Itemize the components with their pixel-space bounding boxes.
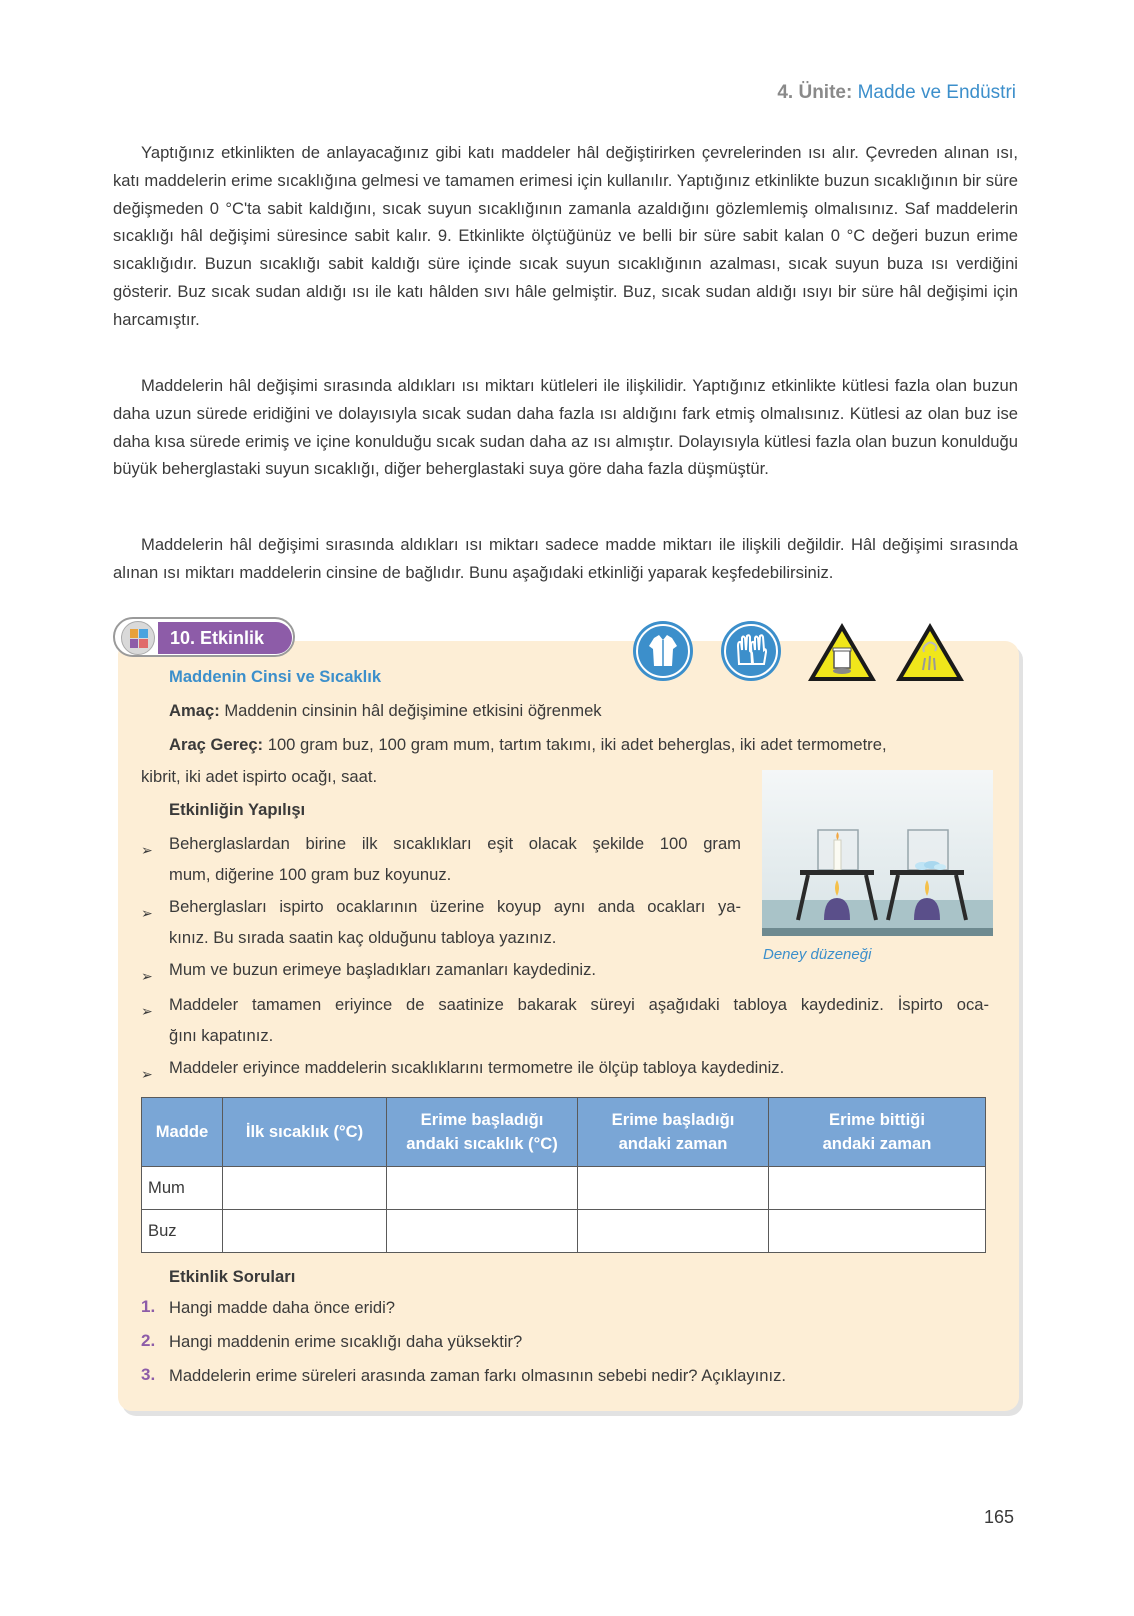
aim-text: Maddenin cinsinin hâl değişimine etkisini öğrenmek xyxy=(224,701,602,720)
header-text: andaki zaman xyxy=(822,1134,932,1153)
step-2-line-1: Beherglasları ispirto ocaklarının üzerine koyup aynı anda ocakları ya- xyxy=(169,897,741,916)
activity-title: Maddenin Cinsi ve Sıcaklık xyxy=(169,667,382,686)
bullet-arrow-icon: ➢ xyxy=(141,968,153,984)
step-4-line-2: ğını kapatınız. xyxy=(169,1026,274,1045)
activity-aim xyxy=(169,697,602,725)
header-text: andaki zaman xyxy=(618,1134,728,1153)
header-initial-temp xyxy=(223,1098,387,1167)
unit-title: Madde ve Endüstri xyxy=(857,82,1016,103)
cell-empty[interactable] xyxy=(769,1210,986,1253)
header-melt-start-time xyxy=(578,1098,769,1167)
header-text: andaki sıcaklık (°C) xyxy=(406,1134,558,1153)
question-1: Hangi madde daha önce eridi? xyxy=(169,1298,396,1317)
cell-empty[interactable] xyxy=(769,1167,986,1210)
activity-materials xyxy=(169,731,887,759)
experiment-setup-image xyxy=(762,770,993,936)
cell-substance: Buz xyxy=(142,1210,223,1253)
header-melt-end-time xyxy=(769,1098,986,1167)
cell-empty[interactable] xyxy=(387,1167,578,1210)
procedure-step-3: Mum ve buzun erimeye başladıkları zamanları kaydediniz. xyxy=(169,960,597,979)
header-text: İlk sıcaklık (°C) xyxy=(245,1122,364,1141)
activity-icon xyxy=(121,621,155,655)
cell-substance: Mum xyxy=(142,1167,223,1210)
aim-label: Amaç: xyxy=(169,701,220,720)
unit-number: 4. Ünite: xyxy=(777,82,853,103)
cell-empty[interactable] xyxy=(387,1210,578,1253)
gloves-icon xyxy=(720,620,782,682)
page-number: 165 xyxy=(983,1507,1014,1527)
heat-warning-icon xyxy=(806,620,878,684)
questions-title: Etkinlik Soruları xyxy=(169,1267,296,1286)
header-text: Erime başladığı xyxy=(420,1110,544,1129)
step-4-line-1: Maddeler tamamen eriyince de saatinize bakarak süreyi aşağıdaki tabloya kaydediniz. İspirto oca- xyxy=(169,995,989,1014)
paragraph-3: Maddelerin hâl değişimi sırasında aldıkları ısı miktarı sadece madde miktarı ile ilişkili değildir. Hâl değişimi sırasında alınan ısı miktarı maddelerin cinsine de bağlıdır. Bunu aşağıdaki etkinliği yaparak keşfedebilirsiniz. xyxy=(113,535,1018,582)
question-3: Maddelerin erime süreleri arasında zaman farkı olmasının sebebi nedir? Açıklayınız. xyxy=(169,1366,787,1385)
paragraph-2: Maddelerin hâl değişimi sırasında aldıkları ısı miktarı kütleleri ile ilişkilidir. Yaptığınız etkinlikte kütlesi fazla olan buzun daha uzun sürede eridiğini ve dolayısıyla sıcak sudan daha fazla ısı aldığını fark etmiş olmalısınız. Kütlesi az olan buz ise daha kısa sürede erimiş ve içine konulduğu sıcak sudan daha az ısı almıştır. Dolayısıyla kütlesi fazla olan buzun konulduğu büyük beherglastaki suyun sıcaklığı, diğer beherglastaki suya göre daha fazla düşmüştür. xyxy=(113,376,1018,479)
materials-text: 100 gram buz, 100 gram mum, tartım takımı, iki adet beherglas, iki adet termometre, xyxy=(267,735,887,754)
question-number: 3. xyxy=(141,1365,156,1384)
procedure-step-1 xyxy=(169,828,741,890)
step-1-line-2: mum, diğerine 100 gram buz koyunuz. xyxy=(169,865,452,884)
activity-badge-label: 10. Etkinlik xyxy=(158,622,292,654)
procedure-step-2 xyxy=(169,891,741,953)
procedure-step-4 xyxy=(169,989,989,1051)
question-number: 2. xyxy=(141,1331,156,1350)
hot-surface-warning-icon xyxy=(894,620,966,684)
cell-empty[interactable] xyxy=(223,1210,387,1253)
question-number: 1. xyxy=(141,1297,156,1316)
table-header-row xyxy=(142,1098,986,1167)
header-melt-start-temp xyxy=(387,1098,578,1167)
cell-empty[interactable] xyxy=(223,1167,387,1210)
image-caption: Deney düzeneği xyxy=(763,946,872,963)
lab-coat-icon xyxy=(632,620,694,682)
header-text: Erime bittiği xyxy=(829,1110,925,1129)
question-2: Hangi maddenin erime sıcaklığı daha yüksektir? xyxy=(169,1332,523,1351)
bullet-arrow-icon: ➢ xyxy=(141,1003,153,1019)
bullet-arrow-icon: ➢ xyxy=(141,905,153,921)
header-text: Madde xyxy=(155,1122,209,1141)
step-2-line-2: kınız. Bu sırada saatin kaç olduğunu tabloya yazınız. xyxy=(169,928,557,947)
procedure-step-5: Maddeler eriyince maddelerin sıcaklıklarını termometre ile ölçüp tabloya kaydediniz. xyxy=(169,1058,785,1077)
header-text: Erime başladığı xyxy=(611,1110,735,1129)
bullet-arrow-icon: ➢ xyxy=(141,1066,153,1082)
unit-header xyxy=(777,82,1016,104)
materials-text-cont: kibrit, iki adet ispirto ocağı, saat. xyxy=(141,767,378,786)
cell-empty[interactable] xyxy=(578,1210,769,1253)
cell-empty[interactable] xyxy=(578,1167,769,1210)
table-row xyxy=(142,1167,986,1210)
bullet-arrow-icon: ➢ xyxy=(141,842,153,858)
paragraph-1: Yaptığınız etkinlikten de anlayacağınız gibi katı maddeler hâl değiştirirken çevrelerinden ısı alır. Çevreden alınan ısı, katı maddelerin erime sıcaklığına gelmesi ve tamamen erimesi için kullanılır. Yaptığınız etkinlikte buzun sıcaklığının bir süre değişmeden 0 °C'ta sabit kaldığını, sıcak suyun sıcaklığının zamanla azaldığını gözlemlemiş olmalısınız. Saf maddelerin sıcaklığı hâl değişimi süresince sabit kalır. 9. Etkinlikte ölçtüğünüz ve belli bir süre sabit kalan 0 °C değeri buzun erime sıcaklığıdır. Buzun sıcaklığı sabit kaldığı süre içinde sıcak suyun sıcaklığının azalması, sıcak suyun buza ısı verdiğini gösterir. Buz sıcak sudan aldığı ısı ile katı hâlden sıvı hâle gelmiştir. Buz, sıcak sudan aldığı ısıyı bir süre hâl değişimi için harcamıştır. xyxy=(113,143,1018,329)
results-table xyxy=(141,1097,986,1253)
materials-label: Araç Gereç: xyxy=(169,735,264,754)
step-1-line-1: Beherglaslardan birine ilk sıcaklıkları eşit olacak şekilde 100 gram xyxy=(169,834,741,853)
header-substance xyxy=(142,1098,223,1167)
table-row xyxy=(142,1210,986,1253)
procedure-title: Etkinliğin Yapılışı xyxy=(169,800,306,819)
